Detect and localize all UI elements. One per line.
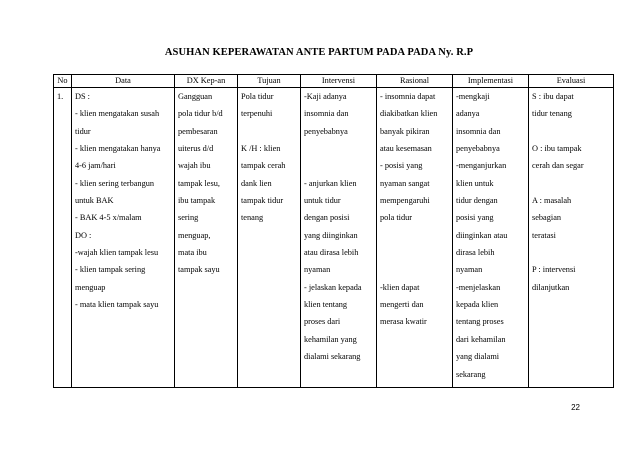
header-dx-kep-an: DX Kep-an [175,75,238,88]
rasional-line: mempengaruhi [380,196,430,206]
implementasi-line: sekarang [456,369,486,379]
header-rasional: Rasional [377,75,453,88]
intervensi-line: kehamilan yang [304,334,357,344]
rasional-line: atau kesemasan [380,144,432,154]
intervensi-line [304,157,373,174]
data-line: DO : [75,230,92,240]
dx-line: tampak sayu [178,265,220,275]
implementasi-line: -mengkaji [456,92,490,101]
tujuan-line: K /H : klien [241,144,281,154]
rasional-line: banyak pikiran [380,126,430,136]
evaluasi-line: A : masalah [532,196,572,206]
rasional-line [380,227,449,244]
nursing-care-table [53,74,614,388]
evaluasi-line: O : ibu tampak [532,144,582,154]
intervensi-line: yang diinginkan [304,230,358,240]
rasional-line: - insomnia dapat [380,92,436,101]
rasional-line: nyaman sangat [380,178,430,188]
rasional-line: pola tidur [380,213,413,223]
dx-line: pola tidur b/d [178,109,223,119]
header-no: No [54,75,72,88]
table-row [54,88,614,388]
tujuan-line: terpenuhi [241,109,273,119]
implementasi-line: adanya [456,109,480,119]
evaluasi-line: teratasi [532,230,556,240]
data-line: - BAK 4-5 x/malam [75,213,142,223]
implementasi-line: tidur dengan [456,196,498,206]
table-header-row [54,75,614,88]
dx-line: ibu tampak [178,196,216,206]
dx-line: tampak lesu, [178,178,220,188]
implementasi-line: kepada klien [456,300,499,310]
dx-line: uiterus d/d [178,144,214,154]
rasional-line: -klien dapat [380,282,420,292]
intervensi-line: dengan posisi [304,213,350,223]
implementasi-line: posisi yang [456,213,494,223]
implementasi-line: -menjelaskan [456,282,501,292]
implementasi-line: dari kehamilan [456,334,506,344]
data-line: untuk BAK [75,196,114,206]
data-line: - klien mengatakan susah [75,109,160,119]
row-number: 1. [57,92,64,101]
intervensi-line: insomnia dan [304,109,349,119]
data-line: DS : [75,92,90,101]
header-implementasi: Implementasi [453,75,529,88]
dx-line: Gangguan [178,92,213,101]
cell-tujuan [238,88,301,388]
evaluasi-line: tidur tenang [532,109,572,119]
rasional-line: merasa kwatir [380,317,427,327]
tujuan-line: dank lien [241,178,272,188]
header-evaluasi: Evaluasi [529,75,614,88]
rasional-line [380,261,449,278]
evaluasi-line: sebagian [532,213,562,223]
tujuan-line [241,123,297,140]
dx-line: menguap, [178,230,211,240]
tujuan-line: Pola tidur [241,92,274,101]
evaluasi-line [532,175,610,192]
intervensi-line: proses dari [304,317,341,327]
implementasi-line: tentang proses [456,317,504,327]
implementasi-line: dirasa lebih [456,248,495,258]
data-line: - klien mengatakan hanya [75,144,161,154]
tujuan-line: tampak tidur [241,196,284,206]
data-line: - klien tampak sering [75,265,146,275]
intervensi-line: -Kaji adanya [304,92,347,101]
evaluasi-line: P : intervensi [532,265,576,275]
evaluasi-line: dilanjutkan [532,282,570,292]
implementasi-line: diinginkan atau [456,230,508,240]
implementasi-line: klien untuk [456,178,494,188]
implementasi-line: -menganjurkan [456,161,507,171]
intervensi-line [304,140,373,157]
header-tujuan: Tujuan [238,75,301,88]
intervensi-line: untuk tidur [304,196,341,206]
cell-intervensi [301,88,377,388]
rasional-line: - posisi yang [380,161,423,171]
evaluasi-line [532,244,610,261]
data-line: tidur [75,126,91,136]
implementasi-line: yang dialami [456,352,500,362]
rasional-line: mengerti dan [380,300,424,310]
intervensi-line: - jelaskan kepada [304,282,362,292]
cell-rasional [377,88,453,388]
cell-no [54,88,72,388]
data-line: - mata klien tampak sayu [75,300,159,310]
dx-line: sering [178,213,199,223]
document-title: ASUHAN KEPERAWATAN ANTE PARTUM PADA PADA Ny. R.P [164,47,474,58]
intervensi-line: dialami sekarang [304,352,361,362]
data-line: 4-6 jam/hari [75,161,116,171]
tujuan-line: tampak cerah [241,161,286,171]
data-line: - klien sering terbangun [75,178,155,188]
header-intervensi: Intervensi [301,75,377,88]
implementasi-line: penyebabnya [456,144,500,154]
page-number: 22 [571,403,580,412]
rasional-line [380,244,449,261]
evaluasi-line: cerah dan segar [532,161,584,171]
cell-evaluasi [529,88,614,388]
data-line: -wajah klien tampak lesu [75,248,159,258]
implementasi-line: nyaman [456,265,483,275]
intervensi-line: - anjurkan klien [304,178,357,188]
dx-line: wajah ibu [178,161,211,171]
rasional-line: diakibatkan klien [380,109,438,119]
dx-line: mata ibu [178,248,207,258]
intervensi-line: atau dirasa lebih [304,248,359,258]
intervensi-line: penyebabnya [304,126,348,136]
cell-data [72,88,175,388]
cell-dx-kep-an [175,88,238,388]
dx-line: pembesaran [178,126,218,136]
intervensi-line: nyaman [304,265,331,275]
implementasi-line: insomnia dan [456,126,501,136]
header-data: Data [72,75,175,88]
evaluasi-line: S : ibu dapat [532,92,574,101]
data-line: menguap [75,282,106,292]
evaluasi-line [532,123,610,140]
tujuan-line: tenang [241,213,264,223]
intervensi-line: klien tentang [304,300,348,310]
cell-implementasi [453,88,529,388]
